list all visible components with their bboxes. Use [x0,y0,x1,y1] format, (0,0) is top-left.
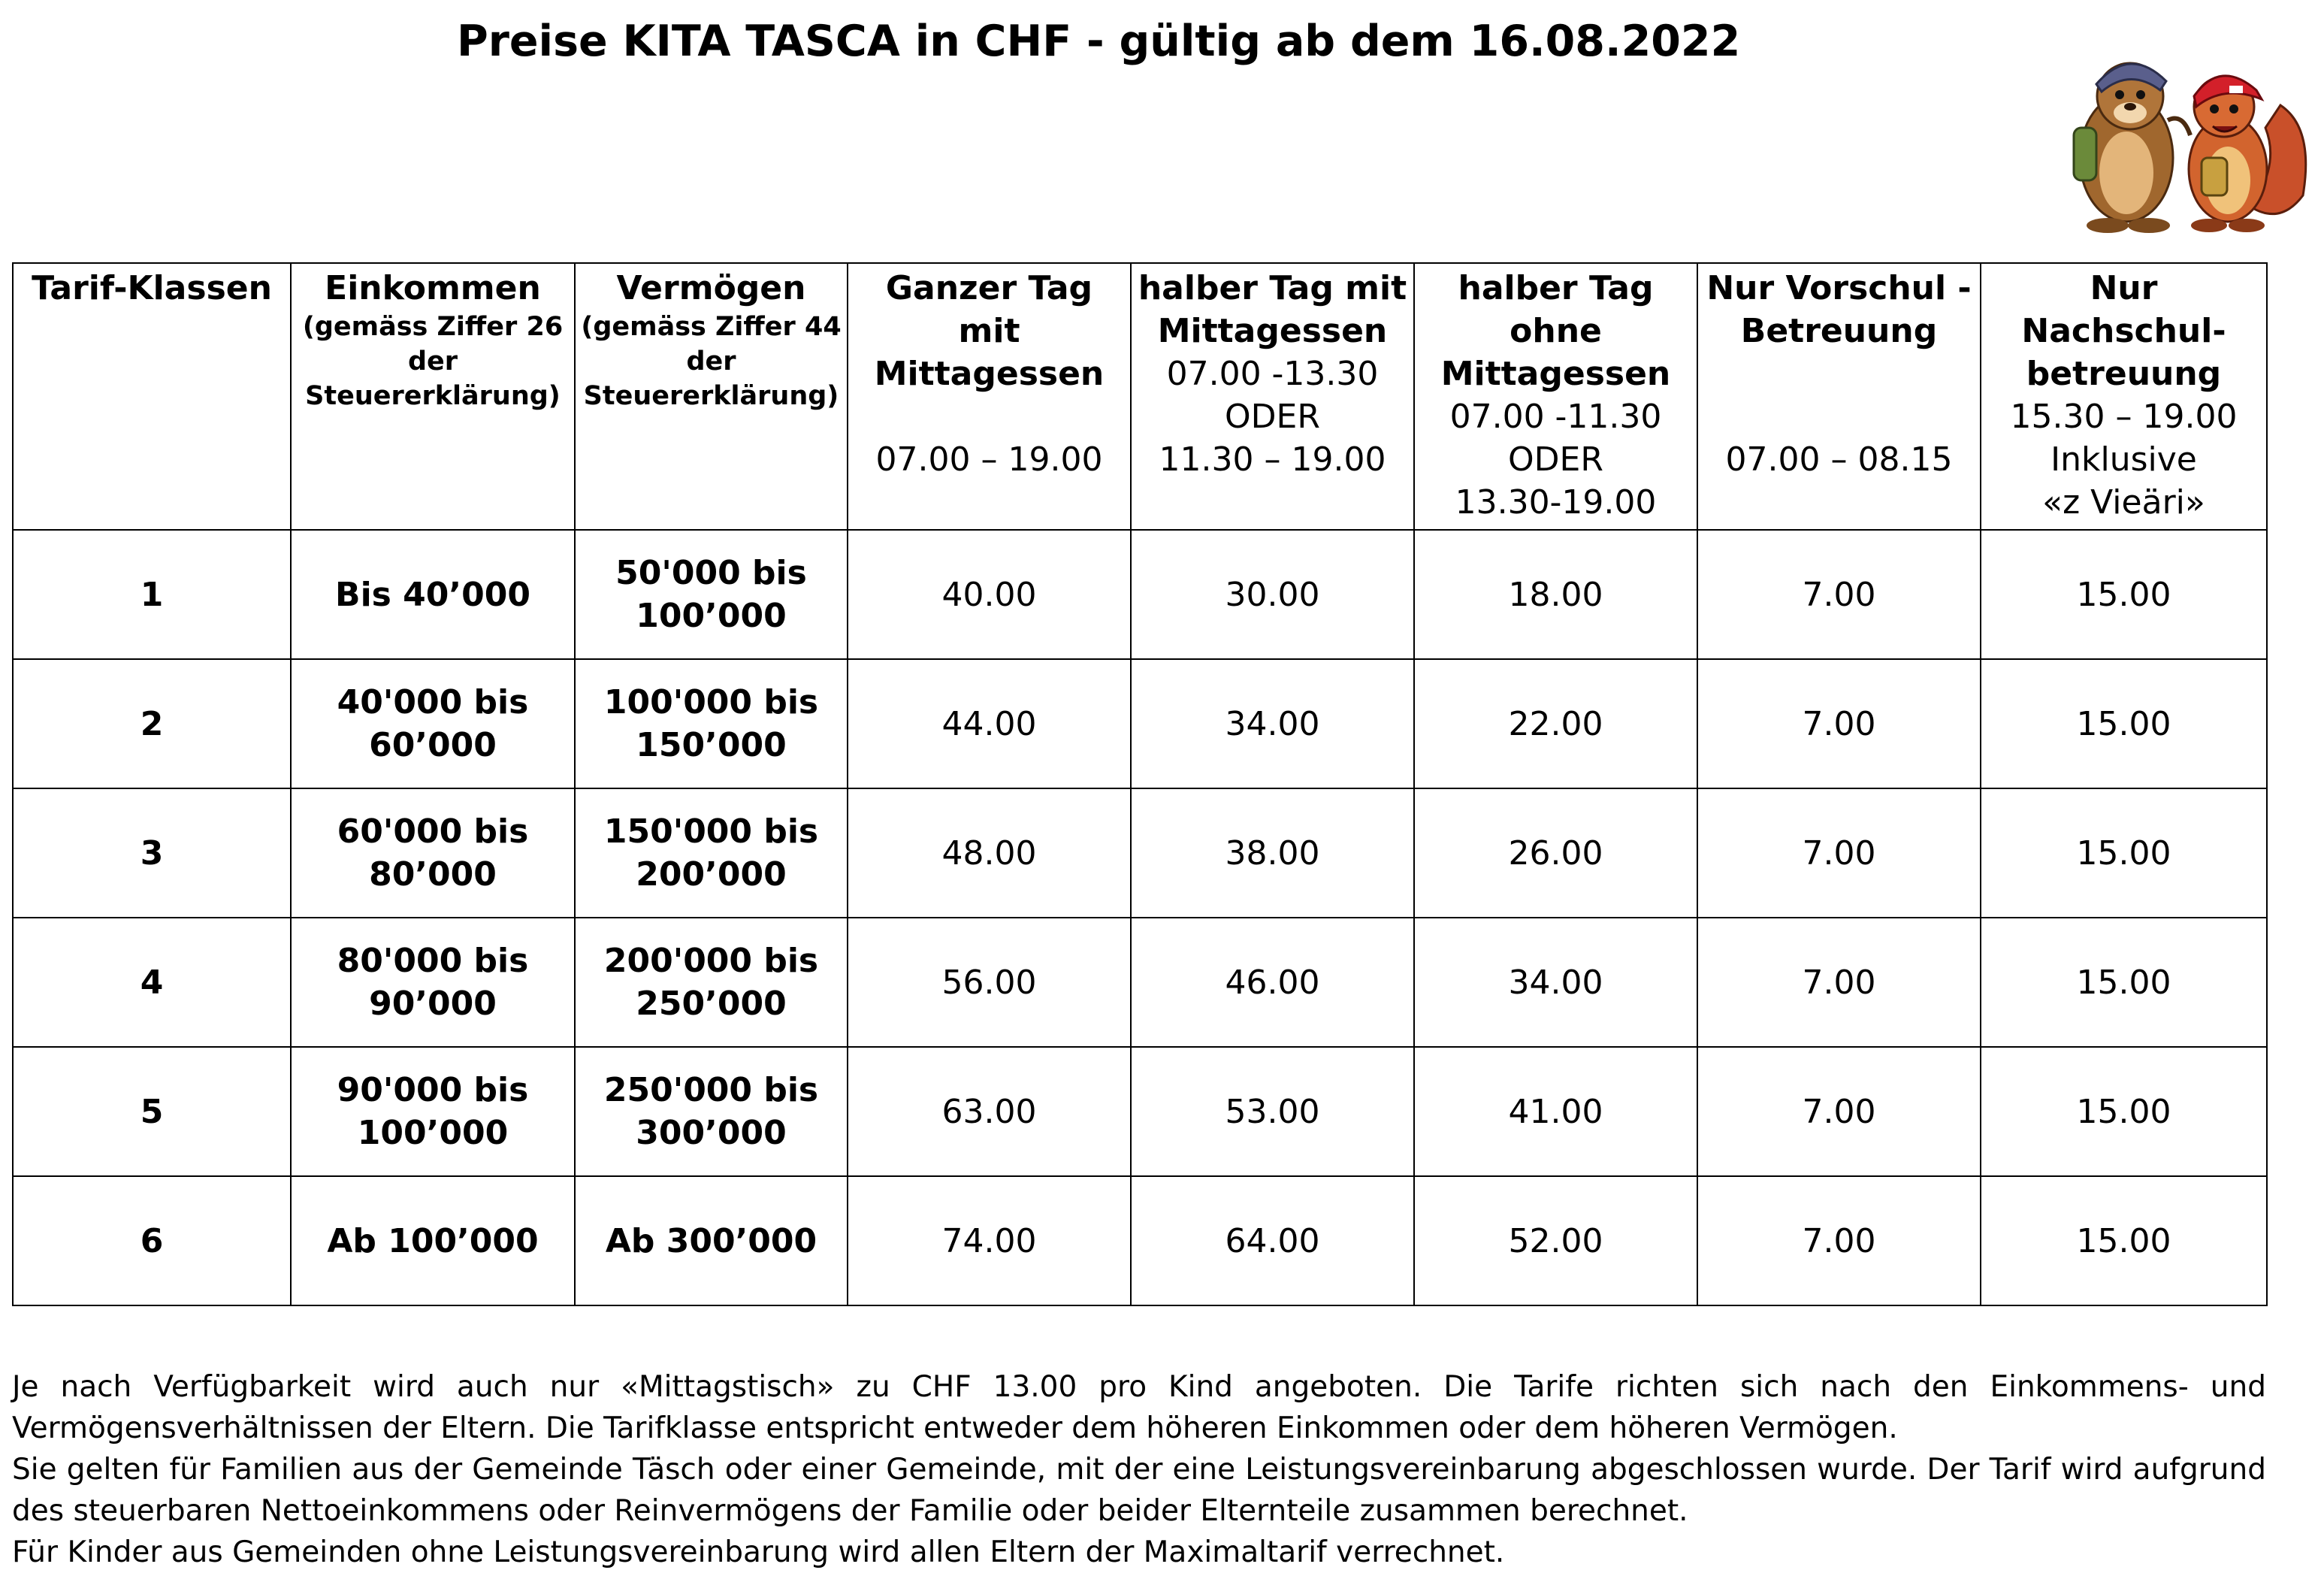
cell-vorschul: 7.00 [1697,1176,1981,1305]
cell-halber-tag-ohne: 26.00 [1414,788,1697,918]
cell-vermoegen: Ab 300’000 [575,1176,848,1305]
cell-ganzer-tag: 74.00 [848,1176,1131,1305]
cell-nachschul: 15.00 [1981,788,2267,918]
cell-vermoegen: 250'000 bis 300’000 [575,1047,848,1176]
table-row [13,1047,2267,1176]
header-halber-tag-ohne: halber Tag ohne Mittagessen 07.00 -11.30 ODER 13.30-19.00 [1414,263,1697,530]
cell-ganzer-tag: 48.00 [848,788,1131,918]
table-row [13,788,2267,918]
table-header-row [13,263,2267,530]
cell-vorschul: 7.00 [1697,530,1981,659]
cell-halber-tag-ohne: 18.00 [1414,530,1697,659]
table-row [13,918,2267,1047]
cell-halber-tag-ohne: 52.00 [1414,1176,1697,1305]
cell-klasse: 3 [13,788,291,918]
cell-halber-tag-ohne: 22.00 [1414,659,1697,788]
header-tarif-klassen: Tarif-Klassen [13,263,291,530]
table-row [13,530,2267,659]
header-ganzer-tag: Ganzer Tag mit Mittagessen 07.00 – 19.00 [848,263,1131,530]
cell-halber-tag-mit: 34.00 [1131,659,1414,788]
header-halber-tag-mit: halber Tag mit Mittagessen 07.00 -13.30 ODER 11.30 – 19.00 [1131,263,1414,530]
header-einkommen: Einkommen (gemäss Ziffer 26 der Steuererklärung) [291,263,575,530]
cell-halber-tag-ohne: 34.00 [1414,918,1697,1047]
cell-nachschul: 15.00 [1981,1176,2267,1305]
cell-halber-tag-ohne: 41.00 [1414,1047,1697,1176]
note-paragraph: Für Kinder aus Gemeinden ohne Leistungsvereinbarung wird allen Eltern der Maximaltarif verrechnet. [12,1535,1505,1569]
cell-nachschul: 15.00 [1981,1047,2267,1176]
cell-vorschul: 7.00 [1697,918,1981,1047]
tariff-table [12,262,2268,1306]
cell-vorschul: 7.00 [1697,788,1981,918]
mascot-marmot-squirrel-icon [2055,38,2314,237]
cell-halber-tag-mit: 30.00 [1131,530,1414,659]
cell-halber-tag-mit: 64.00 [1131,1176,1414,1305]
header-vermoegen: Vermögen (gemäss Ziffer 44 der Steuererklärung) [575,263,848,530]
cell-vermoegen: 200'000 bis 250’000 [575,918,848,1047]
cell-vermoegen: 150'000 bis 200’000 [575,788,848,918]
cell-klasse: 4 [13,918,291,1047]
cell-vorschul: 7.00 [1697,1047,1981,1176]
cell-klasse: 6 [13,1176,291,1305]
cell-nachschul: 15.00 [1981,659,2267,788]
cell-ganzer-tag: 44.00 [848,659,1131,788]
notes-section [12,1366,2266,1573]
note-paragraph: Sie gelten für Familien aus der Gemeinde Täsch oder einer Gemeinde, mit der eine Leistungsvereinbarung abgeschlossen wurde. Der Tarif wird aufgrund des steuerbaren Nettoeinkommens oder Reinvermögens der Familie oder beider Elternteile zusammen berechnet. [12,1453,2266,1528]
cell-ganzer-tag: 40.00 [848,530,1131,659]
cell-einkommen: 60'000 bis 80’000 [291,788,575,918]
cell-nachschul: 15.00 [1981,918,2267,1047]
header-vorschul: Nur Vorschul - Betreuung 07.00 – 08.15 [1697,263,1981,530]
note-paragraph: Je nach Verfügbarkeit wird auch nur «Mittagstisch» zu CHF 13.00 pro Kind angeboten. Die Tarife richten sich nach den Einkommens- und Vermögensverhältnissen der Eltern. Die Tarifklasse entspricht entweder dem höheren Einkommen oder dem höheren Vermögen. [12,1370,2266,1445]
cell-klasse: 2 [13,659,291,788]
cell-halber-tag-mit: 38.00 [1131,788,1414,918]
table-row [13,659,2267,788]
cell-klasse: 1 [13,530,291,659]
cell-nachschul: 15.00 [1981,530,2267,659]
cell-vorschul: 7.00 [1697,659,1981,788]
cell-vermoegen: 100'000 bis 150’000 [575,659,848,788]
cell-ganzer-tag: 56.00 [848,918,1131,1047]
cell-einkommen: Bis 40’000 [291,530,575,659]
cell-einkommen: 40'000 bis 60’000 [291,659,575,788]
cell-halber-tag-mit: 53.00 [1131,1047,1414,1176]
cell-klasse: 5 [13,1047,291,1176]
page-title: Preise KITA TASCA in CHF - gültig ab dem 16.08.2022 [457,17,1741,66]
cell-ganzer-tag: 63.00 [848,1047,1131,1176]
cell-einkommen: Ab 100’000 [291,1176,575,1305]
cell-halber-tag-mit: 46.00 [1131,918,1414,1047]
cell-einkommen: 90'000 bis 100’000 [291,1047,575,1176]
header-nachschul: Nur Nachschul- betreuung 15.30 – 19.00 Inklusive «z Vieäri» [1981,263,2267,530]
cell-einkommen: 80'000 bis 90’000 [291,918,575,1047]
cell-vermoegen: 50'000 bis 100’000 [575,530,848,659]
table-row [13,1176,2267,1305]
